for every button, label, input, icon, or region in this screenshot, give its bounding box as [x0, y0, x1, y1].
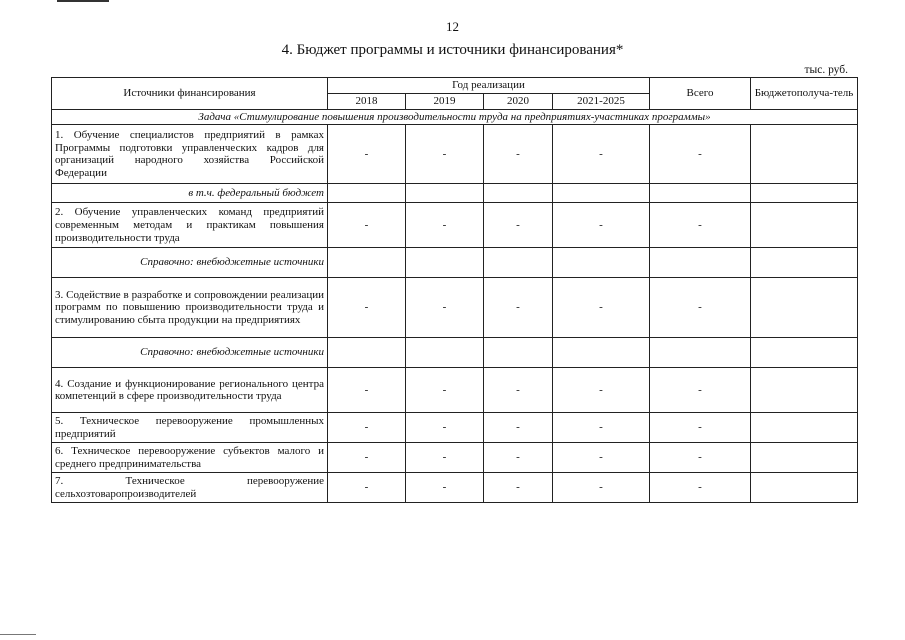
- value-2020: [484, 248, 553, 278]
- row-source: 4. Создание и функционирование регионального центра компетенций в сфере производительности труда: [52, 368, 328, 413]
- header-recipient: Бюджетополуча-тель: [751, 78, 858, 110]
- value-2020: -: [484, 413, 553, 443]
- value-2018: -: [328, 125, 406, 184]
- bottom-edge-mark: [0, 634, 36, 635]
- value-recipient: [751, 203, 858, 248]
- table-row: [52, 278, 858, 338]
- value-2019: -: [406, 278, 484, 338]
- header-year-2020: 2020: [484, 94, 553, 110]
- header-source: Источники финансирования: [52, 78, 328, 110]
- value-2020: -: [484, 443, 553, 473]
- value-2018: -: [328, 368, 406, 413]
- value-2018: [328, 248, 406, 278]
- table-row: [52, 473, 858, 503]
- value-2021-2025: -: [553, 278, 650, 338]
- row-source: 5. Техническое перевооружение промышленных предприятий: [52, 413, 328, 443]
- value-recipient: [751, 184, 858, 203]
- value-total: -: [650, 278, 751, 338]
- value-2018: -: [328, 473, 406, 503]
- value-2019: -: [406, 203, 484, 248]
- value-total: -: [650, 203, 751, 248]
- value-recipient: [751, 248, 858, 278]
- table-row: [52, 203, 858, 248]
- row-source: Справочно: внебюджетные источники: [52, 338, 328, 368]
- top-edge-mark: [57, 0, 109, 2]
- value-2020: [484, 184, 553, 203]
- value-recipient: [751, 125, 858, 184]
- value-2021-2025: [553, 338, 650, 368]
- value-2020: [484, 338, 553, 368]
- value-total: -: [650, 443, 751, 473]
- value-2019: -: [406, 368, 484, 413]
- value-2018: -: [328, 443, 406, 473]
- value-2019: [406, 184, 484, 203]
- value-total: -: [650, 125, 751, 184]
- value-total: -: [650, 473, 751, 503]
- row-source: 2. Обучение управленческих команд предприятий современным методам и практикам повышения производительности труда: [52, 203, 328, 248]
- table-row: [52, 413, 858, 443]
- table-row: [52, 338, 858, 368]
- value-2020: -: [484, 473, 553, 503]
- table-row: [52, 125, 858, 184]
- header-year-2019: 2019: [406, 94, 484, 110]
- value-2019: -: [406, 413, 484, 443]
- value-2021-2025: -: [553, 125, 650, 184]
- value-2018: -: [328, 203, 406, 248]
- value-recipient: [751, 278, 858, 338]
- value-2021-2025: -: [553, 368, 650, 413]
- value-recipient: [751, 473, 858, 503]
- value-total: [650, 184, 751, 203]
- row-source: в т.ч. федеральный бюджет: [52, 184, 328, 203]
- value-2021-2025: -: [553, 203, 650, 248]
- value-2021-2025: -: [553, 443, 650, 473]
- value-total: [650, 338, 751, 368]
- row-source: 1. Обучение специалистов предприятий в рамках Программы подготовки управленческих кадров для организаций народного хозяйства Российской Федерации: [52, 125, 328, 184]
- row-source: 3. Содействие в разработке и сопровождении реализации программ по повышению производительности труда и стимулированию сбыта продукции на предприятиях: [52, 278, 328, 338]
- value-2021-2025: -: [553, 413, 650, 443]
- value-2019: -: [406, 443, 484, 473]
- value-2021-2025: [553, 248, 650, 278]
- value-2019: -: [406, 125, 484, 184]
- value-total: -: [650, 413, 751, 443]
- value-2018: -: [328, 413, 406, 443]
- value-2019: -: [406, 473, 484, 503]
- value-total: -: [650, 368, 751, 413]
- value-total: [650, 248, 751, 278]
- value-recipient: [751, 338, 858, 368]
- budget-table: [51, 77, 858, 503]
- table-row: [52, 368, 858, 413]
- value-2018: [328, 184, 406, 203]
- value-2018: [328, 338, 406, 368]
- value-2020: -: [484, 125, 553, 184]
- task-row: Задача «Стимулирование повышения производительности труда на предприятиях-участниках программы»: [52, 109, 858, 125]
- value-2019: [406, 248, 484, 278]
- value-recipient: [751, 413, 858, 443]
- header-years-group: Год реализации: [328, 78, 650, 94]
- header-year-2018: 2018: [328, 94, 406, 110]
- row-source: Справочно: внебюджетные источники: [52, 248, 328, 278]
- header-total: Всего: [650, 78, 751, 110]
- table-row: [52, 184, 858, 203]
- value-2020: -: [484, 278, 553, 338]
- page-number: 12: [446, 19, 459, 34]
- value-2021-2025: -: [553, 473, 650, 503]
- row-source: 6. Техническое перевооружение субъектов малого и среднего предпринимательства: [52, 443, 328, 473]
- value-2020: -: [484, 368, 553, 413]
- value-2018: -: [328, 278, 406, 338]
- units-label: тыс. руб.: [804, 64, 848, 76]
- value-recipient: [751, 443, 858, 473]
- table-row: [52, 248, 858, 278]
- value-2020: -: [484, 203, 553, 248]
- value-2021-2025: [553, 184, 650, 203]
- row-source: 7. Техническое перевооружение сельхозтоваропроизводителей: [52, 473, 328, 503]
- header-year-2021-2025: 2021-2025: [553, 94, 650, 110]
- table-row: [52, 443, 858, 473]
- page-title: 4. Бюджет программы и источники финансирования*: [281, 42, 624, 58]
- value-recipient: [751, 368, 858, 413]
- value-2019: [406, 338, 484, 368]
